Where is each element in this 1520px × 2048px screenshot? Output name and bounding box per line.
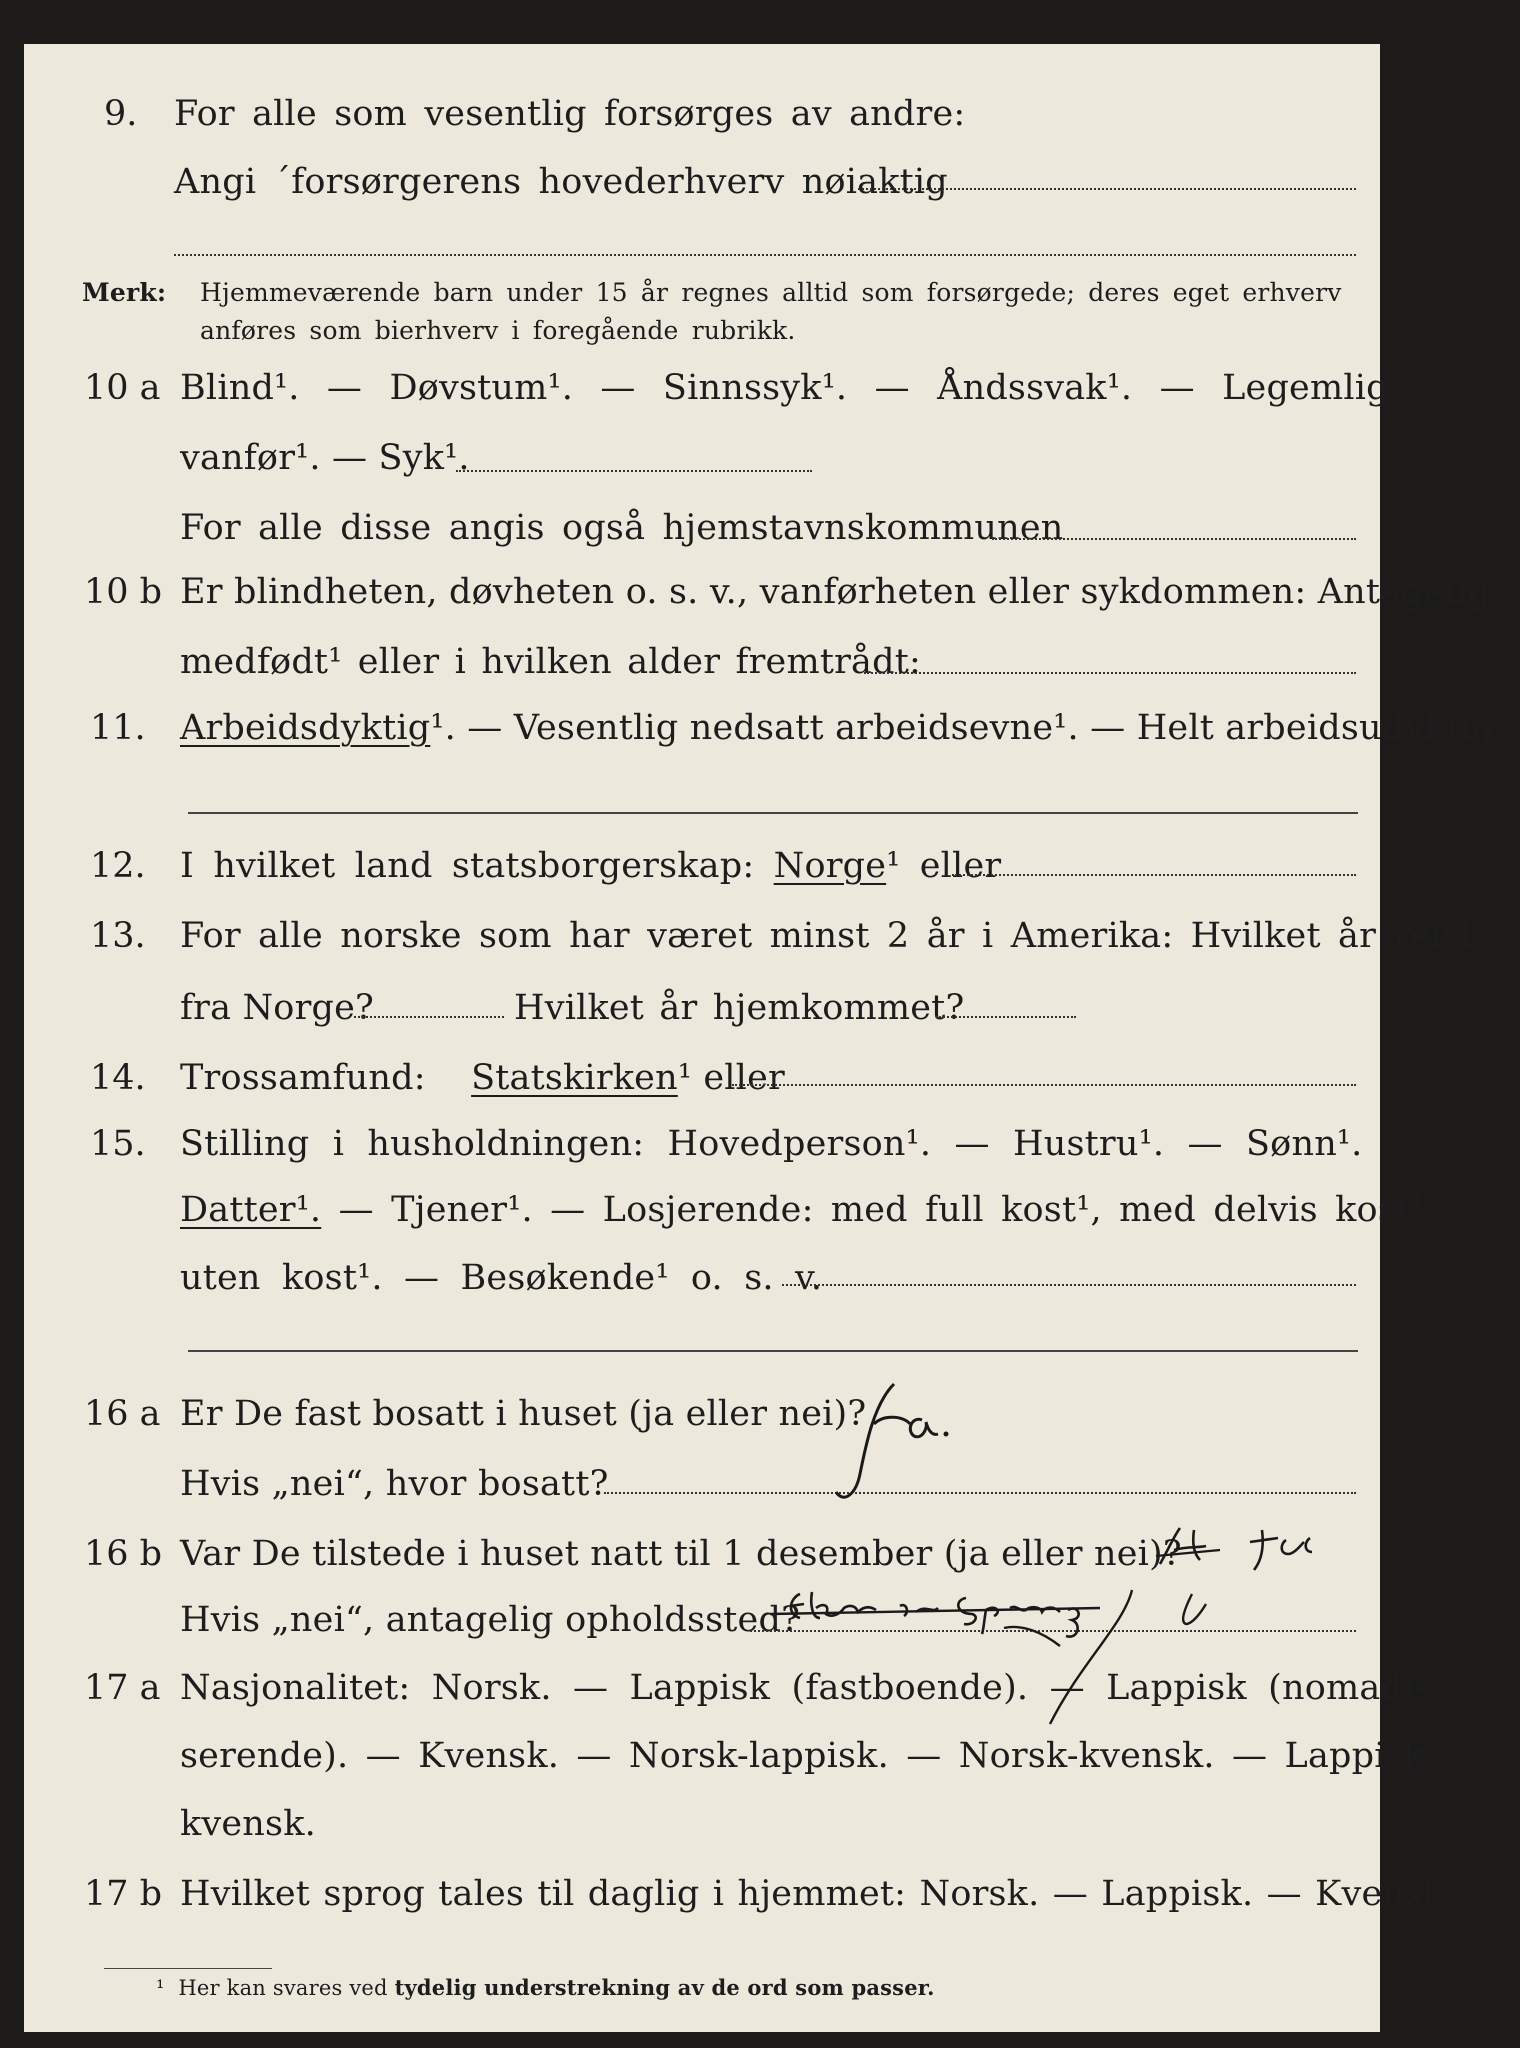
q9-line1: For alle som vesentlig forsørges av andre: [174,94,966,134]
footnote-mark: ¹ [156,1976,165,2000]
question-number: 15. [90,1124,146,1164]
question-number: 17 b [84,1874,163,1914]
answer-line[interactable] [864,672,1356,674]
q10a-line2: vanfør¹. — Syk¹. [180,438,470,478]
q17a-line1: Nasjonalitet: Norsk. — Lappisk (fastboende). — Lappisk (nomadi- [180,1668,1427,1708]
q16a-line1: Er De fast bosatt i huset (ja eller nei)? [180,1394,867,1434]
answer-line[interactable] [782,1284,1356,1286]
question-number: 10 b [84,572,163,612]
q14-line [180,1056,785,1100]
q17a-line3: kvensk. [180,1804,316,1844]
q15-line1: Stilling i husholdningen: Hovedperson¹. — Hustru¹. — Sønn¹. — [180,1124,1422,1164]
note-line1: Hjemmeværende barn under 15 år regnes alltid som forsørgede; deres eget erhverv [200,278,1342,307]
footnote-text2: tydelig understrekning av de ord som passer. [394,1975,935,2000]
question-number: 17 a [84,1668,161,1708]
q16a-line2: Hvis „nei“, hvor bosatt? [180,1464,609,1504]
q10b-line2: medfødt¹ eller i hvilken alder fremtrådt: [180,642,921,682]
q15-line3: uten kost¹. — Besøkende¹ o. s. v. [180,1258,823,1298]
question-number: 11. [90,708,146,748]
handwritten-answer-opholdssted [760,1584,1260,1734]
q17b-line1: Hvilket sprog tales til daglig i hjemmet: Norsk. — Lappisk. — Kvensk. [180,1874,1456,1914]
option-norge-underlined[interactable]: Norge [773,846,887,886]
option-statskirken-underlined[interactable]: Statskirken [471,1058,678,1098]
answer-line[interactable] [952,874,1356,876]
q14-after: ¹ eller [677,1058,785,1098]
q13-line2a: fra Norge? [180,988,374,1028]
q11-rest: ¹. — Vesentlig nedsatt arbeidsevne¹. — Helt arbeidsudyktig¹. [430,708,1520,748]
question-number: 9. [104,94,138,134]
answer-line[interactable] [858,188,1356,190]
q15-line2 [180,1188,1436,1232]
q9-line2: Angi ´forsørgerens hovederhverv nøiaktig [174,162,948,202]
question-number: 16 a [84,1394,161,1434]
q15-line2-rest: — Tjener¹. — Losjerende: med full kost¹, med delvis kost¹, [338,1190,1436,1230]
footnote-divider [104,1968,272,1969]
note-line2: anføres som bierhverv i foregående rubrikk. [200,316,796,345]
footnote-text1: Her kan svares ved [178,1976,388,2000]
answer-line[interactable] [936,1016,1076,1018]
q13-line1: For alle norske som har været minst 2 år i Amerika: Hvilket år reist [180,916,1476,956]
q13-line2b: Hvilket år hjemkommet? [514,988,965,1028]
question-number: 16 b [84,1534,163,1574]
q16b-line1: Var De tilstede i huset natt til 1 desember (ja eller nei)? [180,1534,1182,1574]
handwritten-answer-nei-ja [1154,1520,1354,1580]
answer-line[interactable] [188,1350,1358,1352]
answer-line[interactable] [174,254,1356,256]
handwritten-answer-ja [814,1364,964,1524]
question-number: 12. [90,846,146,886]
q12-line [180,844,1001,888]
answer-line[interactable] [732,1084,1356,1086]
q12-after: ¹ eller [886,846,1002,886]
q17a-line2: serende). — Kvensk. — Norsk-lappisk. — Norsk-kvensk. — Lappisk- [180,1736,1437,1776]
q14-text: Trossamfund: [180,1058,426,1098]
question-number: 10 a [84,368,161,408]
answer-line[interactable] [188,812,1358,814]
option-arbeidsdyktig-underlined[interactable]: Arbeidsdyktig [180,708,431,748]
option-datter-underlined[interactable]: Datter¹. [180,1190,322,1230]
q11-line [180,706,1520,750]
answer-line[interactable] [992,538,1356,540]
question-number: 13. [90,916,146,956]
q10a-line3: For alle disse angis også hjemstavnskommunen [180,508,1064,548]
q12-text: I hvilket land statsborgerskap: [180,846,755,886]
question-number: 14. [90,1058,146,1098]
answer-line[interactable] [354,1016,504,1018]
q10b-line1: Er blindheten, døvheten o. s. v., vanførheten eller sykdommen: Antagelig [180,572,1491,612]
footnote [156,1974,935,2002]
answer-line[interactable] [604,1492,1356,1494]
note-label: Merk: [82,278,167,307]
census-form-page [24,44,1520,2032]
q16b-line2: Hvis „nei“, antagelig opholdssted? [180,1600,801,1640]
q10a-line1: Blind¹. — Døvstum¹. — Sinnssyk¹. — Åndssvak¹. — Legemlig [180,368,1389,408]
answer-line[interactable] [456,470,812,472]
